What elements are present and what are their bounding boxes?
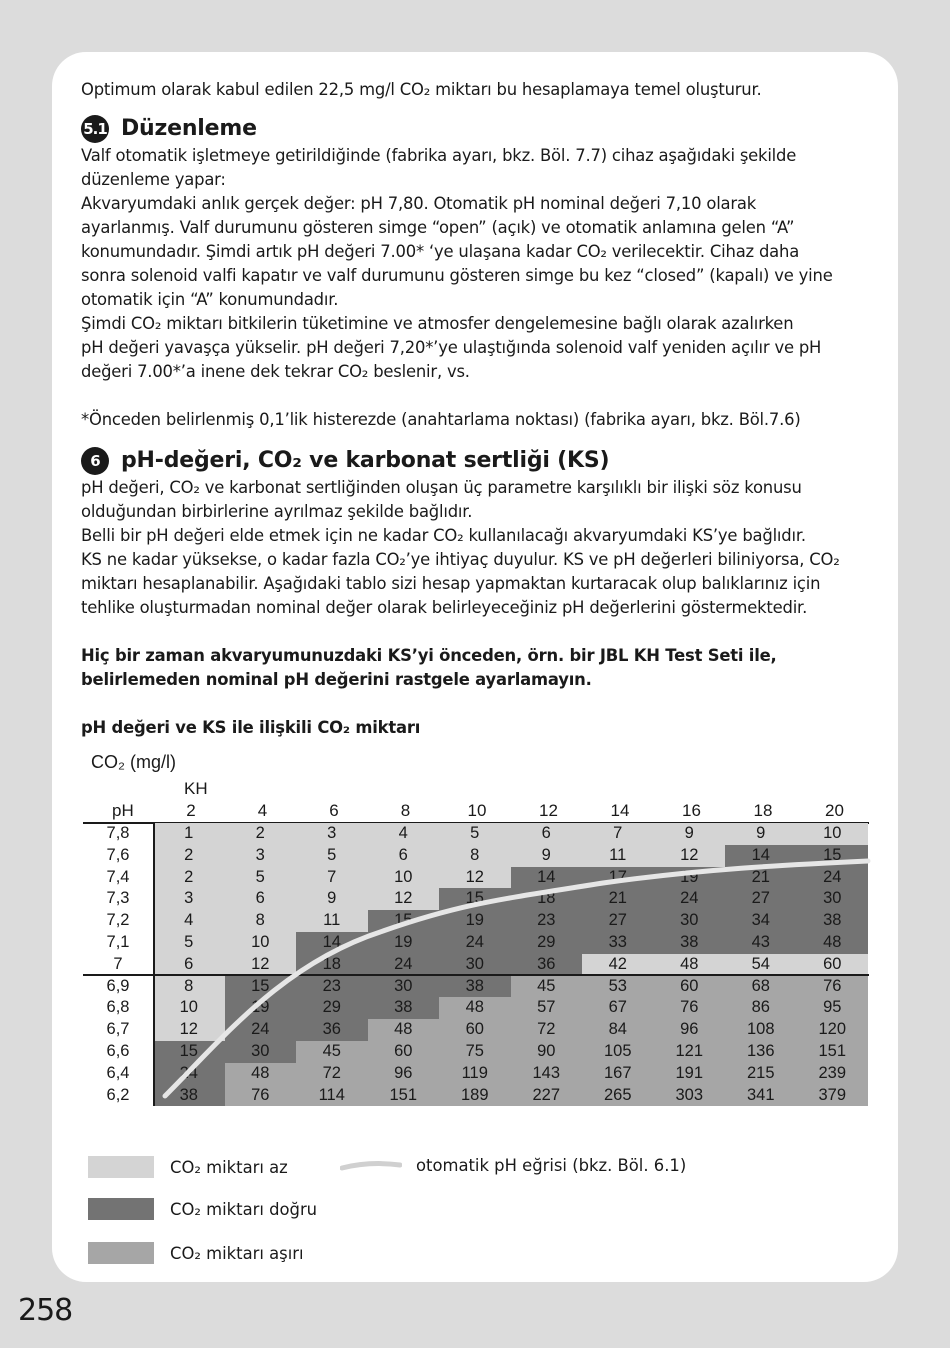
co2-value-cell: 90 (511, 1041, 583, 1063)
co2-value-cell: 18 (511, 888, 583, 910)
co2-value-cell: 15 (225, 976, 297, 998)
co2-value-cell: 34 (725, 910, 797, 932)
main-content (81, 78, 871, 740)
kh-header-cell: 6 (329, 801, 339, 820)
co2-value-cell: 6 (153, 954, 225, 976)
co2-value-cell: 9 (725, 823, 797, 845)
co2-value-cell: 57 (511, 997, 583, 1019)
section-5-1-text-line: otomatik için “A” konumundadır. (81, 290, 339, 309)
ph-cell: 6,9 (106, 976, 130, 995)
section-6-text-line: olduğundan birbirlerine ayrılmaz şekilde bağlıdır. (81, 502, 473, 521)
co2-value-cell: 95 (797, 997, 869, 1019)
co2-value-cell: 167 (582, 1063, 654, 1085)
co2-value-cell: 36 (296, 1019, 368, 1041)
co2-value-cell: 7 (582, 823, 654, 845)
co2-value-cell: 15 (797, 845, 869, 867)
ph-cell: 6,2 (106, 1085, 130, 1104)
section-5-1-body (81, 144, 871, 384)
section-5-1-text-line: düzenleme yapar: (81, 170, 226, 189)
co2-value-cell: 36 (511, 954, 583, 976)
co2-value-cell: 105 (582, 1041, 654, 1063)
co2-value-cell: 45 (511, 976, 583, 998)
warning-text (81, 644, 871, 692)
co2-value-cell: 42 (582, 954, 654, 976)
co2-value-cell: 143 (511, 1063, 583, 1085)
ph-cell: 7,6 (106, 845, 130, 864)
co2-value-cell: 24 (153, 1063, 225, 1085)
co2-value-cell: 19 (654, 867, 726, 889)
ph-cell: 7,1 (106, 932, 130, 951)
legend-swatch-ok (88, 1198, 154, 1220)
co2-value-cell: 227 (511, 1085, 583, 1107)
ph-cell: 7,2 (106, 911, 130, 930)
co2-value-cell: 24 (439, 932, 511, 954)
co2-value-cell: 29 (511, 932, 583, 954)
ph-cell: 6,4 (106, 1063, 130, 1082)
co2-value-cell: 19 (225, 997, 297, 1019)
co2-value-cell: 18 (296, 954, 368, 976)
co2-value-cell: 48 (439, 997, 511, 1019)
kh-header-cell: 10 (467, 801, 487, 820)
co2-value-cell: 379 (797, 1085, 869, 1107)
legend-curve-swatch (340, 1159, 402, 1173)
ph-cell: 7,8 (106, 824, 130, 842)
kh-header-cell: 12 (539, 801, 558, 820)
co2-value-cell: 191 (654, 1063, 726, 1085)
section-6-text-line: KS ne kadar yüksekse, o kadar fazla CO₂’ye ihtiyaç duyulur. KS ve pH değerleri biliniyorsa, CO₂ (81, 550, 840, 569)
co2-value-cell: 53 (582, 976, 654, 998)
co2-value-cell: 5 (296, 845, 368, 867)
co2-value-cell: 38 (153, 1085, 225, 1107)
co2-unit-label: CO₂ (mg/l) (91, 752, 176, 772)
co2-value-cell: 114 (296, 1085, 368, 1107)
co2-value-cell: 5 (153, 932, 225, 954)
ph-cell: 6,7 (106, 1020, 130, 1039)
section-6-text-line: tehlike oluşturmadan nominal değer olarak belirleyeceğiniz pH değerlerini göstermektedir. (81, 598, 808, 617)
legend-swatch-high (88, 1242, 154, 1264)
table-title: pH değeri ve KS ile ilişkili CO₂ miktarı (81, 718, 421, 737)
co2-value-cell: 9 (296, 888, 368, 910)
legend-label-low: CO₂ miktarı az (170, 1157, 288, 1177)
co2-value-cell: 9 (654, 823, 726, 845)
co2-value-cell: 341 (725, 1085, 797, 1107)
co2-value-cell: 15 (368, 910, 440, 932)
legend-item-low (88, 1156, 288, 1178)
co2-value-cell: 12 (153, 1019, 225, 1041)
legend-item-high (88, 1242, 304, 1264)
co2-value-cell: 108 (725, 1019, 797, 1041)
co2-value-cell: 3 (153, 888, 225, 910)
co2-value-cell: 151 (797, 1041, 869, 1063)
co2-value-cell: 48 (654, 954, 726, 976)
co2-value-cell: 76 (654, 997, 726, 1019)
co2-value-cell: 24 (797, 867, 869, 889)
co2-value-cell: 3 (296, 823, 368, 845)
co2-value-cell: 136 (725, 1041, 797, 1063)
co2-value-cell: 11 (582, 845, 654, 867)
legend-swatch-low (88, 1156, 154, 1178)
co2-value-cell: 76 (797, 976, 869, 998)
co2-value-cell: 9 (511, 845, 583, 867)
co2-value-cell: 45 (296, 1041, 368, 1063)
section-5-1-text-line: değeri 7.00*’a inene dek tekrar CO₂ beslenir, vs. (81, 362, 470, 381)
co2-value-cell: 10 (225, 932, 297, 954)
co2-value-cell: 30 (654, 910, 726, 932)
section-5-1-text-line: konumundadır. Şimdi artık pH değeri 7.00* ‘ye ulaşana kadar CO₂ verilecektir. Cihaz daha (81, 242, 800, 261)
co2-value-cell: 67 (582, 997, 654, 1019)
co2-value-cell: 10 (153, 997, 225, 1019)
ph-cell: 7,3 (106, 889, 130, 908)
section-6-text-line: Belli bir pH değeri elde etmek için ne kadar CO₂ kullanılacağı akvaryumdaki KS’ye bağlıdır. (81, 526, 806, 545)
co2-value-cell: 72 (511, 1019, 583, 1041)
section-5-1-text-line: Akvaryumdaki anlık gerçek değer: pH 7,80. Otomatik pH nominal değeri 7,10 olarak (81, 194, 757, 213)
co2-value-cell: 15 (153, 1041, 225, 1063)
co2-value-cell: 14 (296, 932, 368, 954)
co2-value-cell: 5 (439, 823, 511, 845)
co2-value-cell: 60 (654, 976, 726, 998)
section-6-text-line: pH değeri, CO₂ ve karbonat sertliğinden oluşan üç parametre karşılıklı bir ilişki söz konusu (81, 478, 802, 497)
section-6-body (81, 476, 871, 620)
section-number-badge: 6 (81, 447, 109, 475)
section-5-1-text-line: ayarlanmış. Valf durumunu gösteren simge “open” (açık) ve otomatik anlamına gelen “A” (81, 218, 795, 237)
kh-header-cell: 4 (257, 801, 268, 820)
table-header-row (83, 801, 873, 823)
co2-value-cell: 4 (153, 910, 225, 932)
legend-item-curve (340, 1156, 686, 1175)
co2-value-cell: 10 (368, 867, 440, 889)
co2-value-cell: 48 (797, 932, 869, 954)
ph-cell: 7,4 (106, 867, 130, 886)
legend-label-high: CO₂ miktarı aşırı (170, 1243, 304, 1263)
co2-value-cell: 38 (797, 910, 869, 932)
co2-value-cell: 76 (225, 1085, 297, 1107)
section-5-1-text-line: Valf otomatik işletmeye getirildiğinde (fabrika ayarı, bkz. Böl. 7.7) cihaz aşağıdaki şekilde (81, 146, 797, 165)
co2-value-cell: 303 (654, 1085, 726, 1107)
co2-value-cell: 23 (511, 910, 583, 932)
co2-value-cell: 27 (725, 888, 797, 910)
co2-value-cell: 120 (797, 1019, 869, 1041)
co2-value-cell: 8 (439, 845, 511, 867)
co2-value-cell: 121 (654, 1041, 726, 1063)
kh-label: KH (184, 779, 208, 798)
legend-item-ok (88, 1198, 317, 1220)
legend-label-curve: otomatik pH eğrisi (bkz. Böl. 6.1) (416, 1156, 687, 1175)
co2-value-cell: 2 (225, 823, 297, 845)
co2-value-cell: 24 (654, 888, 726, 910)
kh-header-cell: 14 (610, 801, 630, 820)
co2-value-cell: 6 (225, 888, 297, 910)
co2-value-cell: 8 (153, 976, 225, 998)
co2-value-cell: 6 (368, 845, 440, 867)
co2-value-cell: 68 (725, 976, 797, 998)
section-5-1-text-line: sonra solenoid valfi kapatır ve valf durumunu gösteren simge bu kez “closed” (kapalı) ve yine (81, 266, 833, 285)
co2-value-cell: 38 (368, 997, 440, 1019)
intro-text: Optimum olarak kabul edilen 22,5 mg/l CO₂ miktarı bu hesaplamaya temel oluşturur. (81, 80, 762, 99)
auto-ph-curve-line (165, 861, 868, 1096)
co2-value-cell: 30 (368, 976, 440, 998)
co2-value-cell: 33 (582, 932, 654, 954)
co2-value-cell: 151 (368, 1085, 440, 1107)
co2-value-cell: 19 (368, 932, 440, 954)
section-5-1-text-line: pH değeri yavaşça yükselir. pH değeri 7,20*’ye ulaştığında solenoid valf yeniden açılır ve pH (81, 338, 822, 357)
section-5-1-title: Düzenleme (121, 116, 257, 141)
co2-value-cell: 30 (797, 888, 869, 910)
co2-value-cell: 38 (654, 932, 726, 954)
ph-header: pH (112, 801, 134, 820)
ph-cell: 6,6 (106, 1041, 130, 1060)
co2-value-cell: 239 (797, 1063, 869, 1085)
co2-value-cell: 5 (225, 867, 297, 889)
co2-value-cell: 4 (368, 823, 440, 845)
co2-value-cell: 19 (439, 910, 511, 932)
co2-value-cell: 265 (582, 1085, 654, 1107)
section-6-title: pH-değeri, CO₂ ve karbonat sertliği (KS) (121, 448, 610, 473)
co2-value-cell: 15 (439, 888, 511, 910)
footnote: *Önceden belirlenmiş 0,1’lik histerezde (anahtarlama noktası) (fabrika ayarı, bkz. Böl.7.6) (81, 410, 801, 429)
co2-value-cell: 27 (582, 910, 654, 932)
co2-value-cell: 3 (225, 845, 297, 867)
co2-value-cell: 60 (797, 954, 869, 976)
co2-value-cell: 17 (582, 867, 654, 889)
co2-value-cell: 189 (439, 1085, 511, 1107)
co2-value-cell: 10 (797, 823, 869, 845)
co2-value-cell: 84 (582, 1019, 654, 1041)
section-5-1-text-line: Şimdi CO₂ miktarı bitkilerin tüketimine ve atmosfer dengelemesine bağlı olarak azalırken (81, 314, 794, 333)
kh-header-cell: 8 (400, 801, 411, 820)
co2-value-cell: 96 (368, 1063, 440, 1085)
section-6-heading (81, 446, 871, 476)
co2-value-cell: 48 (368, 1019, 440, 1041)
co2-value-cell: 1 (153, 823, 225, 845)
warning-line: belirlemeden nominal pH değerini rastgele ayarlamayın. (81, 670, 592, 689)
kh-header-cell: 2 (186, 801, 196, 820)
section-5-1-heading (81, 114, 871, 144)
co2-value-cell: 24 (368, 954, 440, 976)
kh-header-cell: 20 (825, 801, 844, 820)
ph-cell: 6,8 (106, 998, 130, 1017)
kh-header-cell: 18 (753, 801, 773, 820)
co2-value-cell: 23 (296, 976, 368, 998)
legend-label-ok: CO₂ miktarı doğru (170, 1199, 318, 1219)
co2-value-cell: 119 (439, 1063, 511, 1085)
co2-value-cell: 60 (439, 1019, 511, 1041)
co2-value-cell: 6 (511, 823, 583, 845)
co2-value-cell: 2 (153, 845, 225, 867)
section-number-badge: 5.1 (81, 115, 109, 143)
co2-value-cell: 12 (368, 888, 440, 910)
co2-value-cell: 86 (725, 997, 797, 1019)
co2-value-cell: 12 (654, 845, 726, 867)
co2-value-cell: 29 (296, 997, 368, 1019)
co2-value-cell: 12 (439, 867, 511, 889)
co2-value-cell: 21 (582, 888, 654, 910)
section-6-text-line: miktarı hesaplanabilir. Aşağıdaki tablo sizi hesap yapmaktan kurtaracak olup balıklarınız için (81, 574, 821, 593)
warning-line: Hiç bir zaman akvaryumunuzdaki KS’yi önceden, örn. bir JBL KH Test Seti ile, (81, 646, 777, 665)
co2-value-cell: 14 (725, 845, 797, 867)
co2-value-cell: 75 (439, 1041, 511, 1063)
ph-cell: 7 (113, 954, 123, 973)
co2-value-cell: 24 (225, 1019, 297, 1041)
co2-value-cell: 43 (725, 932, 797, 954)
co2-value-cell: 12 (225, 954, 297, 976)
co2-value-cell: 11 (296, 910, 368, 932)
auto-ph-curve (83, 823, 873, 1108)
co2-value-cell: 8 (225, 910, 297, 932)
page-number: 258 (18, 1293, 73, 1328)
co2-value-cell: 54 (725, 954, 797, 976)
co2-value-cell: 30 (439, 954, 511, 976)
co2-value-cell: 14 (511, 867, 583, 889)
co2-value-cell: 96 (654, 1019, 726, 1041)
co2-value-cell: 7 (296, 867, 368, 889)
co2-value-cell: 21 (725, 867, 797, 889)
co2-value-cell: 72 (296, 1063, 368, 1085)
co2-value-cell: 38 (439, 976, 511, 998)
kh-header-cell: 16 (682, 801, 701, 820)
co2-value-cell: 215 (725, 1063, 797, 1085)
co2-value-cell: 30 (225, 1041, 297, 1063)
co2-value-cell: 2 (153, 867, 225, 889)
co2-value-cell: 48 (225, 1063, 297, 1085)
co2-value-cell: 60 (368, 1041, 440, 1063)
